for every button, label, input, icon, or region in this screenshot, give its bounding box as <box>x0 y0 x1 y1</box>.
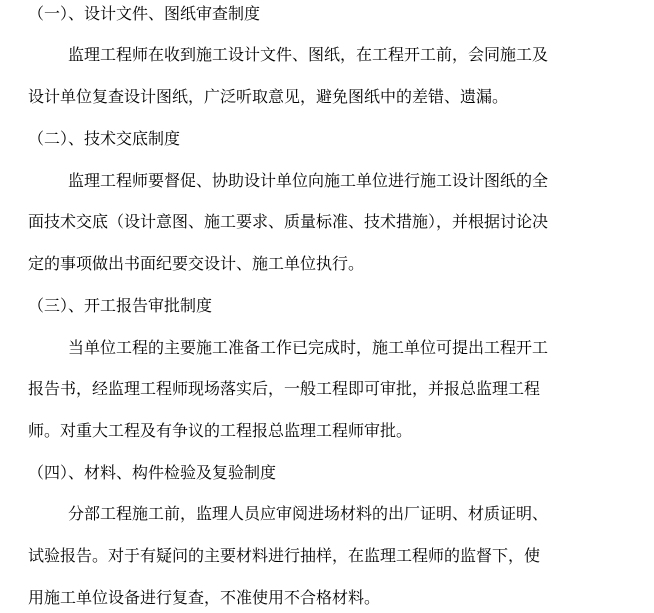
section-4-paragraph-line-3: 用施工单位设备进行复查，不准使用不合格材料。 <box>28 588 381 607</box>
section-heading-4: （四）、材料、构件检验及复验制度 <box>28 463 277 482</box>
section-heading-2: （二）、技术交底制度 <box>28 129 181 148</box>
section-3-paragraph-line-2: 报告书，经监理工程师现场落实后，一般工程即可审批，并报总监理工程 <box>28 379 541 398</box>
section-3-paragraph-line-1: 当单位工程的主要施工准备工作已完成时，施工单位可提出工程开工 <box>68 338 549 357</box>
section-2-paragraph-line-2: 面技术交底（设计意图、施工要求、质量标准、技术措施），并根据讨论决 <box>28 212 549 231</box>
section-2-paragraph-line-1: 监理工程师要督促、协助设计单位向施工单位进行施工设计图纸的全 <box>68 171 549 190</box>
section-1-paragraph-line-2: 设计单位复查设计图纸，广泛听取意见，避免图纸中的差错、遗漏。 <box>28 87 509 106</box>
section-4-paragraph-line-2: 试验报告。对于有疑问的主要材料进行抽样，在监理工程师的监督下，使 <box>28 546 541 565</box>
section-4-paragraph-line-1: 分部工程施工前，监理人员应审阅进场材料的出厂证明、材质证明、 <box>68 504 549 523</box>
section-heading-1: （一）、设计文件、图纸审查制度 <box>28 4 261 23</box>
section-3-paragraph-line-3: 师。对重大工程及有争议的工程报总监理工程师审批。 <box>28 421 413 440</box>
section-1-paragraph-line-1: 监理工程师在收到施工设计文件、图纸，在工程开工前，会同施工及 <box>68 45 549 64</box>
section-2-paragraph-line-3: 定的事项做出书面纪要交设计、施工单位执行。 <box>28 254 365 273</box>
section-heading-3: （三）、开工报告审批制度 <box>28 296 213 315</box>
